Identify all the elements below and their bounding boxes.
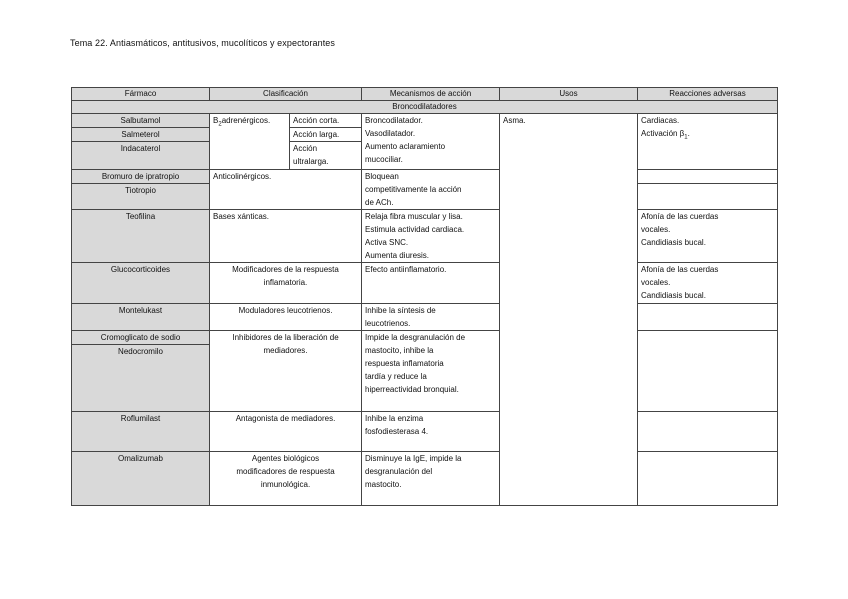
table-row bbox=[72, 170, 778, 184]
mechanism-beta2: Broncodilatador. Vasodilatador. Aumento aclaramiento mucociliar. bbox=[362, 114, 500, 170]
drug-tiotropio: Tiotropio bbox=[72, 184, 210, 210]
drug-omalizumab: Omalizumab bbox=[72, 452, 210, 506]
uses-cell: Asma. bbox=[500, 114, 638, 506]
header-classification: Clasificación bbox=[210, 88, 362, 101]
drug-cromoglicato: Cromoglicato de sodio bbox=[72, 331, 210, 345]
adverse-tiotropio bbox=[638, 184, 778, 210]
header-mechanism: Mecanismos de acción bbox=[362, 88, 500, 101]
classification-xanthines: Bases xánticas. bbox=[210, 210, 362, 263]
table-row bbox=[72, 114, 778, 128]
table-row bbox=[72, 331, 778, 345]
table-header-row bbox=[72, 88, 778, 101]
table-row bbox=[72, 452, 778, 506]
table-row bbox=[72, 412, 778, 452]
adverse-teofilina: Afonía de las cuerdas vocales. Candidiasis bucal. bbox=[638, 210, 778, 263]
adverse-montelukast bbox=[638, 304, 778, 331]
drug-montelukast: Montelukast bbox=[72, 304, 210, 331]
adverse-ipratropio bbox=[638, 170, 778, 184]
table-row bbox=[72, 263, 778, 304]
drug-nedocromilo: Nedocromilo bbox=[72, 345, 210, 412]
table-row bbox=[72, 304, 778, 331]
header-drug: Fármaco bbox=[72, 88, 210, 101]
classification-mediator-inhibitors: Inhibidores de la liberación de mediadores. bbox=[210, 331, 362, 412]
mechanism-anticholinergic: Bloquean competitivamente la acción de ACh. bbox=[362, 170, 500, 210]
classification-anticholinergic: Anticolinérgicos. bbox=[210, 170, 362, 210]
header-uses: Usos bbox=[500, 88, 638, 101]
drug-salmeterol: Salmeterol bbox=[72, 128, 210, 142]
section-row bbox=[72, 101, 778, 114]
adverse-glucocorticoides: Afonía de las cuerdas vocales. Candidiasis bucal. bbox=[638, 263, 778, 304]
drug-teofilina: Teofilina bbox=[72, 210, 210, 263]
classification-omalizumab: Agentes biológicos modificadores de respuesta inmunológica. bbox=[210, 452, 362, 506]
adverse-beta2: Cardiacas. Activación $\beta_1$. bbox=[638, 114, 778, 170]
classification-roflumilast: Antagonista de mediadores. bbox=[210, 412, 362, 452]
classification-montelukast: Moduladores leucotrienos. bbox=[210, 304, 362, 331]
subclass-ultra-long-acting: Acción ultralarga. bbox=[290, 142, 362, 170]
mechanism-glucocorticoides: Efecto antiinflamatorio. bbox=[362, 263, 500, 304]
subclass-long-acting: Acción larga. bbox=[290, 128, 362, 142]
mechanism-montelukast: Inhibe la síntesis de leucotrienos. bbox=[362, 304, 500, 331]
classification-beta2: $B_2adrenérgicos$. bbox=[210, 114, 290, 170]
classification-glucocorticoides: Modificadores de la respuesta inflamatoria. bbox=[210, 263, 362, 304]
drug-glucocorticoides: Glucocorticoides bbox=[72, 263, 210, 304]
drug-salbutamol: Salbutamol bbox=[72, 114, 210, 128]
adverse-mediator-inhibitors bbox=[638, 331, 778, 412]
drug-roflumilast: Roflumilast bbox=[72, 412, 210, 452]
mechanism-roflumilast: Inhibe la enzima fosfodiesterasa 4. bbox=[362, 412, 500, 452]
header-adverse: Reacciones adversas bbox=[638, 88, 778, 101]
drug-ipratropio: Bromuro de ipratropio bbox=[72, 170, 210, 184]
mechanism-teofilina: Relaja fibra muscular y lisa. Estimula actividad cardiaca. Activa SNC. Aumenta diuresis. bbox=[362, 210, 500, 263]
adverse-omalizumab bbox=[638, 452, 778, 506]
section-broncodilatadores: Broncodilatadores bbox=[72, 101, 778, 114]
adverse-roflumilast bbox=[638, 412, 778, 452]
mechanism-mediator-inhibitors: Impide la desgranulación de mastocito, inhibe la respuesta inflamatoria tardía y reduce la hiperreactividad bronquial. bbox=[362, 331, 500, 412]
pharmacology-table bbox=[71, 87, 778, 506]
subclass-short-acting: Acción corta. bbox=[290, 114, 362, 128]
table-row bbox=[72, 210, 778, 263]
document-title: Tema 22. Antiasmáticos, antitusivos, mucolíticos y expectorantes bbox=[70, 38, 336, 48]
drug-indacaterol: Indacaterol bbox=[72, 142, 210, 170]
mechanism-omalizumab: Disminuye la IgE, impide la desgranulación del mastocito. bbox=[362, 452, 500, 506]
